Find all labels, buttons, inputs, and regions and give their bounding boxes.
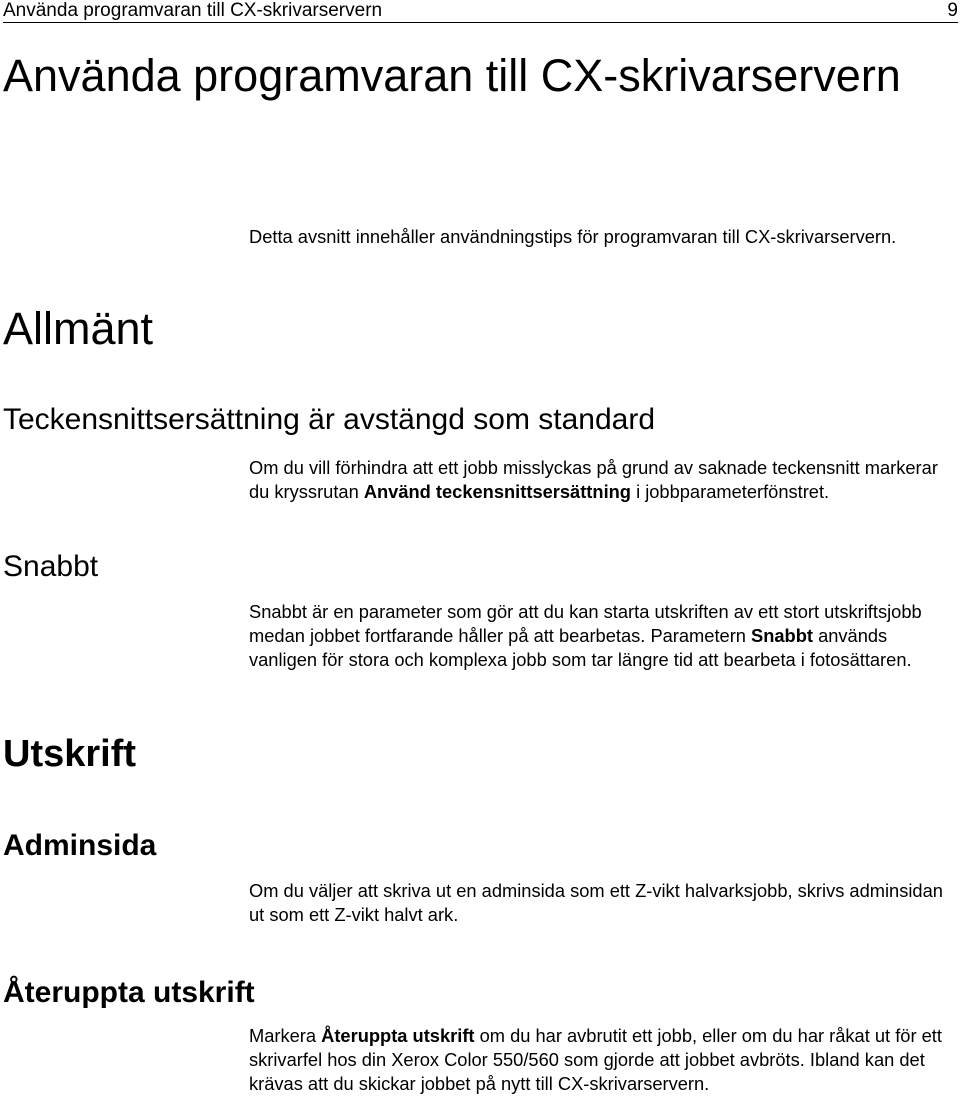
paragraph-text: Om du vill förhindra att ett jobb misslyckas på grund av saknade teckensnitt markerar du kryssrutan bbox=[249, 457, 938, 502]
option-name-bold: Återuppta utskrift bbox=[321, 1025, 475, 1046]
section-title-snabbt: Snabbt bbox=[3, 550, 99, 583]
running-header bbox=[3, 0, 958, 23]
subsection-title-adminsida: Adminsida bbox=[3, 829, 157, 862]
subsection-title-ateruppta: Återuppta utskrift bbox=[3, 976, 255, 1009]
paragraph-text: Snabbt är en parameter som gör att du kan starta utskriften av ett stort utskriftsjobb medan jobbet fortfarande håller på att bearbetas. Parametern bbox=[249, 601, 922, 646]
paragraph-text: används vanligen för stora och komplexa jobb som tar längre tid att bearbeta i fotosättaren. bbox=[249, 625, 912, 670]
subsection-title-font-substitution: Teckensnittsersättning är avstängd som standard bbox=[3, 403, 656, 436]
option-name-bold: Använd teckensnittsersättning bbox=[363, 481, 631, 502]
page-number: 9 bbox=[947, 0, 958, 21]
paragraph-snabbt bbox=[249, 600, 957, 672]
chapter-intro: Detta avsnitt innehåller användningstips för programvaran till CX-skrivarservern. bbox=[249, 226, 897, 247]
chapter-title: Använda programvaran till CX-skrivarservern bbox=[3, 50, 901, 101]
option-name-bold: Snabbt bbox=[751, 625, 813, 646]
section-title-allmant: Allmänt bbox=[3, 303, 154, 354]
running-header-title: Använda programvaran till CX-skrivarservern bbox=[3, 0, 383, 21]
paragraph-font-substitution bbox=[249, 456, 957, 504]
paragraph-ateruppta bbox=[249, 1024, 957, 1096]
section-title-utskrift: Utskrift bbox=[3, 733, 137, 775]
paragraph-text: Markera bbox=[249, 1025, 322, 1046]
paragraph-text: om du har avbrutit ett jobb, eller om du har råkat ut för ett skrivarfel hos din Xerox Color 550/560 som gjorde att jobbet avbröts. Ibland kan det krävas att du skickar jobbet på nytt till CX-skrivarservern. bbox=[249, 1025, 942, 1094]
paragraph-adminsida: Om du väljer att skriva ut en adminsida som ett Z-vikt halvarksjobb, skrivs adminsidan ut som ett Z-vikt halvt ark. bbox=[249, 880, 943, 925]
paragraph-text: i jobbparameterfönstret. bbox=[630, 481, 830, 502]
